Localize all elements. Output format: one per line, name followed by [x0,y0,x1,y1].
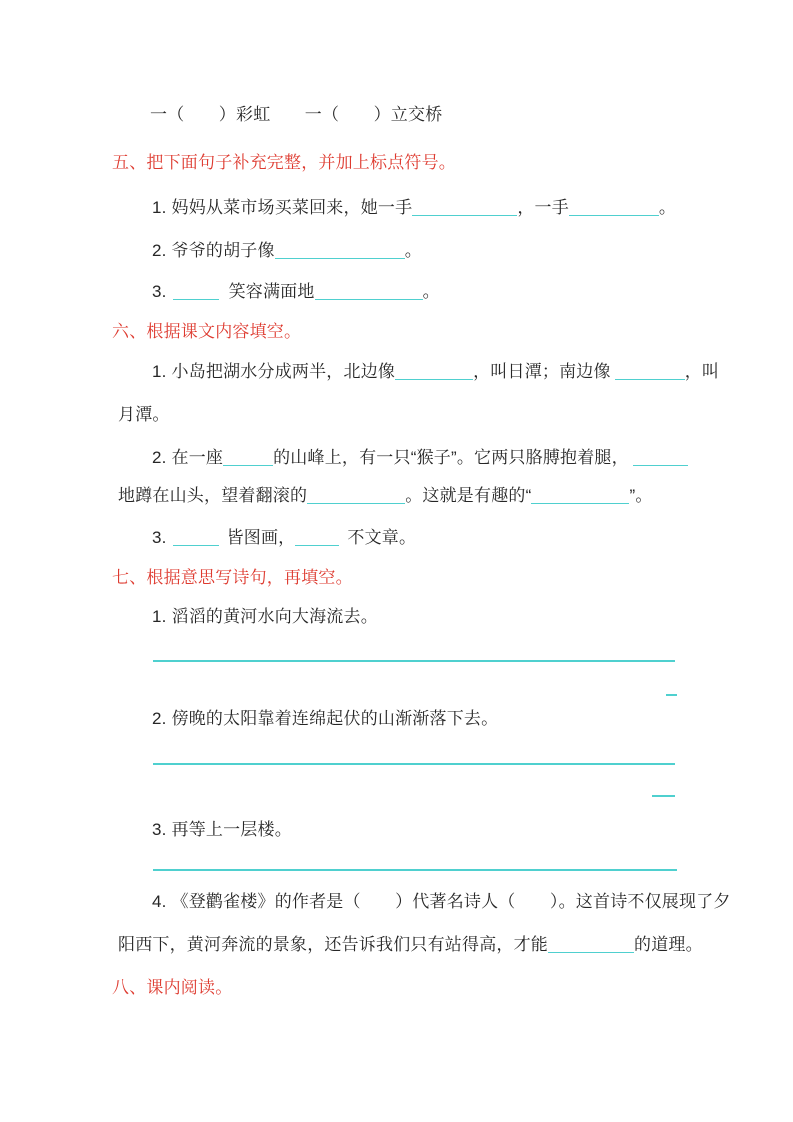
fill-in-blank [173,285,219,300]
question-text: 1. 妈妈从菜市场买菜回来，她一手 [152,198,413,217]
intro-line [150,104,442,126]
answer-line-continuation [652,795,675,797]
question-text: 2. 傍晚的太阳靠着连绵起伏的山渐渐落下去。 [152,709,499,728]
question-text: 不文章。 [347,528,417,547]
section-heading-text: 七、根据意思写诗句，再填空。 [112,568,353,587]
question-item-wrap [118,485,653,507]
fill-in-blank [412,201,517,216]
question-text: 。 [658,198,677,217]
section-heading-text: 八、课内阅读。 [112,978,233,997]
answer-line [153,763,675,765]
question-item [152,281,440,303]
question-text: 1. 小岛把湖水分成两半，北边像 [152,362,396,381]
section-heading-text: 六、根据课文内容填空。 [112,322,302,341]
question-text: 。 [422,282,440,301]
question-text: 。 [404,241,422,260]
question-text: 2. 爷爷的胡子像 [152,241,275,260]
question-text: 1. 滔滔的黄河水向大海流去。 [152,607,378,626]
question-text: 3. 再等上一层楼。 [152,820,292,839]
question-item [152,891,731,913]
fill-in-blank [295,531,339,546]
fill-in-blank [531,489,629,504]
question-item [152,708,498,730]
fill-in-blank [569,201,659,216]
answer-line-continuation [666,694,677,696]
fill-in-blank [173,531,219,546]
question-item [152,447,688,469]
fill-in-blank [615,365,685,380]
fill-in-blank [395,365,473,380]
question-text: 的山峰上，有一只“猴子”。它两只胳膊抱着腿， [273,448,629,467]
question-text: 3. [152,282,167,301]
fill-in-blank [223,451,273,466]
question-text: 2. 在一座 [152,448,224,467]
answer-line [153,869,677,871]
question-text: ，一手 [517,198,569,217]
question-text: 4. 《登鹳雀楼》的作者是（ ）代著名诗人（ ）。这首诗不仅展现了夕 [152,892,731,911]
question-text: ”。 [629,486,653,505]
fill-in-blank [307,489,405,504]
question-item [152,527,416,549]
question-text: 地蹲在山头，望着翻滚的 [118,486,308,505]
question-item [152,240,422,262]
question-item [152,197,676,219]
question-item-wrap [118,934,703,956]
fill-in-blank [315,285,423,300]
intro-text: 一（ ）彩虹 一（ ）立交桥 [150,105,443,124]
question-item-wrap [118,404,170,426]
question-text: 皆图画， [226,528,296,547]
question-text: 。这就是有趣的“ [405,486,532,505]
question-text: 的道理。 [634,935,703,954]
question-text: 笑容满面地 [228,282,315,301]
question-text: 月潭。 [118,405,170,424]
fill-in-blank [633,451,688,466]
section-heading-seven [112,567,353,589]
fill-in-blank [548,938,634,953]
answer-line [153,660,675,662]
section-heading-eight [112,977,232,999]
section-heading-five [112,152,456,174]
question-item [152,361,719,383]
question-text: 3. [152,528,167,547]
fill-in-blank [275,244,405,259]
question-text: ，叫日潭；南边像 [473,362,611,381]
question-item [152,606,378,628]
question-item [152,819,292,841]
question-text: ，叫 [684,362,720,381]
section-heading-text: 五、把下面句子补充完整，并加上标点符号。 [112,153,456,172]
question-text: 阳西下，黄河奔流的景象，还告诉我们只有站得高，才能 [118,935,548,954]
section-heading-six [112,321,301,343]
